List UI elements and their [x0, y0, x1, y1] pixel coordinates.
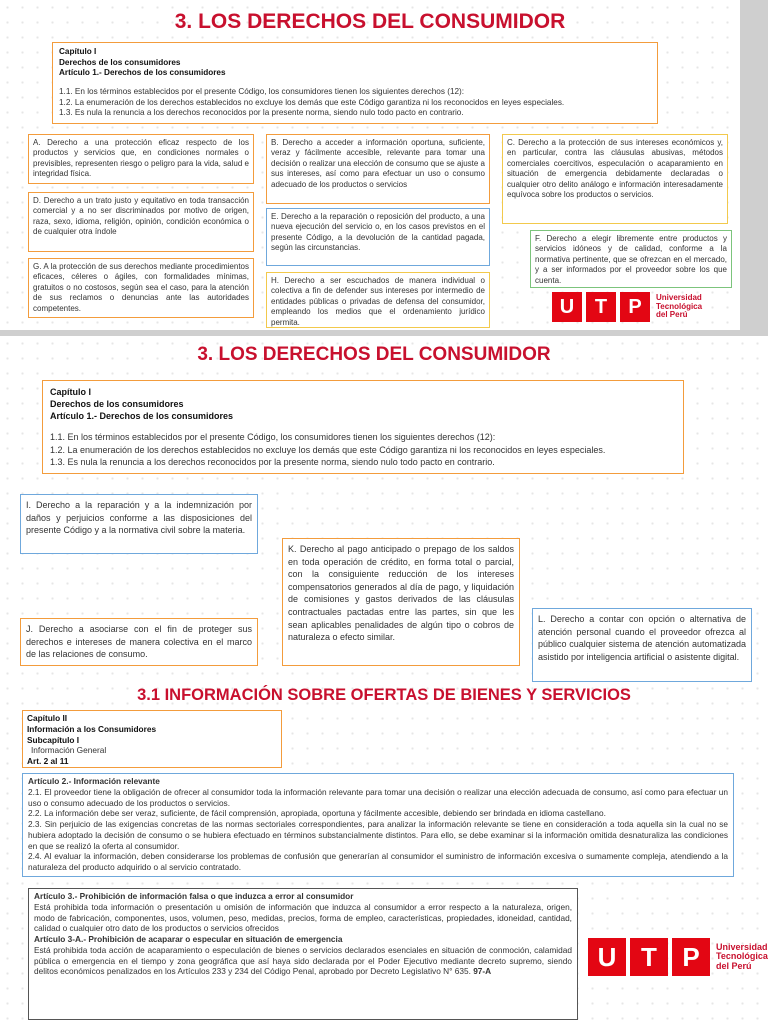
article-3-paragraph: Está prohibida toda información o presentación u omisión de información que induzca al consumidor a error respecto a la naturaleza, origen, modo de fabricación, componentes, usos, volumen, peso, medidas, precios, forma de empleo, características, propiedades, idoneidad, cantidad, calidad o cualquier otro dato de los productos o servicios ofrecidos	[34, 901, 572, 934]
article-paragraph-1: 1.1. En los términos establecidos por el presente Código, los consumidores tienen los siguientes derechos (12):	[59, 86, 465, 96]
subchapter-label: Subcapítulo I	[27, 734, 80, 745]
logo-letter-p: P	[620, 292, 650, 322]
utp-logo	[588, 938, 768, 976]
logo-text	[716, 943, 768, 971]
article-2-paragraph-4: 2.4. Al evaluar la información, deben considerarse los problemas de confusión que generarían al consumidor el suministro de información excesiva o sumamente compleja, atendiendo a la naturaleza del producto adquirido o al servicio contratado.	[28, 851, 728, 873]
right-b-box: B. Derecho a acceder a información oportuna, suficiente, veraz y fácilmente accesible, relevante para tomar una decisión o realizar una elección de consumo que se ajuste a sus intereses, así como para efectuar un uso o consumo adecuado de los productos o servicios	[266, 134, 490, 204]
right-f-box: F. Derecho a elegir libremente entre productos y servicios idóneos y de calidad, conforme a la normativa pertinente, que se ofrezcan en el mercado, y a ser informados por el proveedor sobre los que cuenta.	[530, 230, 732, 288]
right-j-box: J. Derecho a asociarse con el fin de proteger sus derechos e intereses de manera colectiva en el marco de las relaciones de consumo.	[20, 618, 258, 666]
logo-letter-u: U	[588, 938, 626, 976]
slide-1	[0, 0, 740, 330]
utp-logo	[552, 292, 702, 322]
right-l-box: L. Derecho a contar con opción o alternativa de atención personal cuando el proveedor ofrezca al público cualquier sistema de atención automatizada asistido por inteligencia artificial o asistente digital.	[532, 608, 752, 682]
logo-text	[656, 294, 702, 319]
article-2-paragraph-3: 2.3. Sin perjuicio de las exigencias concretas de las normas sectoriales correspondientes, para analizar la información relevante se tiene en consideración a toda aquella sin la cual no se hubiera adoptado la decisión de consumo o se hubiera efectuado en términos substancialmente distintos. Para ello, se debe examinar si la información omitida desnaturaliza las condiciones en que se realizó la oferta al consumidor.	[28, 819, 728, 851]
article-paragraph-3: 1.3. Es nula la renuncia a los derechos reconocidos por la presente norma, siendo nulo todo pacto en contrario.	[50, 456, 495, 467]
right-h-box: H. Derecho a ser escuchados de manera individual o colectiva a fin de defender sus intereses por intermedio de entidades públicas o privadas de defensa del consumidor, empleando los medios que el ordenamiento jurídico permita.	[266, 272, 490, 328]
right-d-box: D. Derecho a un trato justo y equitativo en toda transacción comercial y a no ser discriminados por motivo de origen, raza, sexo, idioma, religión, opinión, condición económica o de cualquier otra índole	[28, 192, 254, 252]
logo-letter-p: P	[672, 938, 710, 976]
slide-1-title: 3. LOS DERECHOS DEL CONSUMIDOR	[174, 10, 566, 33]
article-2-box	[22, 773, 734, 877]
logo-line-1: Universidad	[656, 293, 702, 303]
right-a-box: A. Derecho a una protección eficaz respecto de los productos y servicios que, en condiciones normales o previsibles, representen riesgo o peligro para la vida, salud e integridad física.	[28, 134, 254, 184]
logo-line-2: Tecnológica	[656, 301, 703, 311]
articles-range: Art. 2 al 11	[27, 756, 69, 767]
slide-2-article-header	[42, 380, 684, 474]
right-c-box: C. Derecho a la protección de sus intereses económicos y, en particular, contra las cláusulas abusivas, métodos comerciales coercitivos, especulación o acaparamiento en situación de emergencia debidamente declaradas o cualquier otro delito análogo e información interesadamente equívoca sobre los productos o servicios.	[502, 134, 728, 224]
right-k-box: K. Derecho al pago anticipado o prepago de los saldos en toda operación de crédito, en forma total o parcial, con la consiguiente reducción de los intereses compensatorios generados al día de pago, y liquidación de comisiones y gastos derivados de las cláusulas contractuales pactadas entre las partes, sin que les sean aplicables penalidades de algún tipo o cobros de naturaleza o efecto similar.	[282, 538, 520, 666]
chapter-2-section: Información a los Consumidores	[27, 723, 157, 734]
logo-line-3: del Perú	[716, 960, 752, 971]
logo-letter-t: T	[630, 938, 668, 976]
logo-letter-u: U	[552, 292, 582, 322]
right-g-box: G. A la protección de sus derechos mediante procedimientos eficaces, céleres o ágiles, con formalidades mínimas, gratuitos o no costosos, según sea el caso, para la atención de sus reclamos o denuncias ante las autoridades competentes.	[28, 258, 254, 318]
article-2-paragraph-1: 2.1. El proveedor tiene la obligación de ofrecer al consumidor toda la información relevante para tomar una decisión o realizar una elección adecuada de consumo, así como para efectuar un uso o consumo adecuado de los productos o servicios.	[28, 786, 728, 808]
article-paragraph-1: 1.1. En los términos establecidos por el presente Código, los consumidores tienen los siguientes derechos (12):	[50, 432, 496, 443]
article-paragraph-2: 1.2. La enumeración de los derechos establecidos no excluye los demás que este Código garantiza ni los reconocidos en leyes especiales.	[50, 444, 606, 455]
article-label: Artículo 1.- Derechos de los consumidores	[50, 411, 234, 422]
slide-2	[0, 336, 768, 1024]
article-3a-title: Artículo 3-A.- Prohibición de acaparar o especular en situación de emergencia	[34, 934, 343, 945]
general-info-label: Información General	[31, 745, 107, 756]
article-3a-ref: 97-A	[473, 966, 492, 977]
right-e-box: E. Derecho a la reparación o reposición del producto, a una nueva ejecución del servicio o, en los casos previstos en el presente Código, a la devolución de la cantidad pagada, según las circunstancias.	[266, 208, 490, 266]
slide-2-title: 3. LOS DERECHOS DEL CONSUMIDOR	[197, 344, 551, 365]
slide-1-article-header	[52, 42, 658, 124]
right-i-box: I. Derecho a la reparación y a la indemnización por daños y perjuicios conforme a las disposiciones del presente Código y a la normativa civil sobre la materia.	[20, 494, 258, 554]
section-label: Derechos de los consumidores	[50, 399, 184, 410]
article-2-paragraph-2: 2.2. La información debe ser veraz, suficiente, de fácil comprensión, apropiada, oportuna y fácilmente accesible, debiendo ser brindada en idioma castellano.	[28, 808, 606, 819]
section-3-1-title: 3.1 INFORMACIÓN SOBRE OFERTAS DE BIENES Y SERVICIOS	[137, 686, 631, 704]
article-3-title: Artículo 3.- Prohibición de información falsa o que induzca a error al consumidor	[34, 891, 354, 901]
chapter-2-header	[22, 710, 282, 768]
chapter-label: Capítulo I	[50, 387, 91, 397]
logo-letter-t: T	[586, 292, 616, 322]
article-2-title: Artículo 2.- Información relevante	[28, 776, 160, 786]
section-label: Derechos de los consumidores	[59, 57, 181, 67]
article-3-box	[28, 888, 578, 1020]
article-3a-paragraph	[34, 945, 572, 977]
article-paragraph-3: 1.3. Es nula la renuncia a los derechos reconocidos por la presente norma, siendo nulo todo pacto en contrario.	[59, 108, 464, 118]
chapter-2-label: Capítulo II	[27, 713, 68, 723]
chapter-label: Capítulo I	[59, 47, 97, 56]
article-label: Artículo 1.- Derechos de los consumidores	[59, 68, 226, 78]
article-3a-text: Está prohibida toda acción de acaparamiento o especulación de bienes o servicios declarados esenciales en situación de conmoción, calamidad pública o emergencia en el tiempo y zona geográfica que así haya sido declarada por el Poder Ejecutivo mediante decreto supremo, siendo delitos económicos penalizados en los Artículos 233 y 234 del Código Penal, aprobado por Decreto Legislativo N° 635.	[34, 944, 572, 977]
logo-line-1: Universidad	[716, 941, 768, 952]
article-paragraph-2: 1.2. La enumeración de los derechos establecidos no excluye los demás que este Código garantiza ni los reconocidos en leyes especiales.	[59, 97, 565, 107]
logo-line-2: Tecnológica	[716, 951, 768, 962]
logo-line-3: del Perú	[656, 310, 688, 320]
